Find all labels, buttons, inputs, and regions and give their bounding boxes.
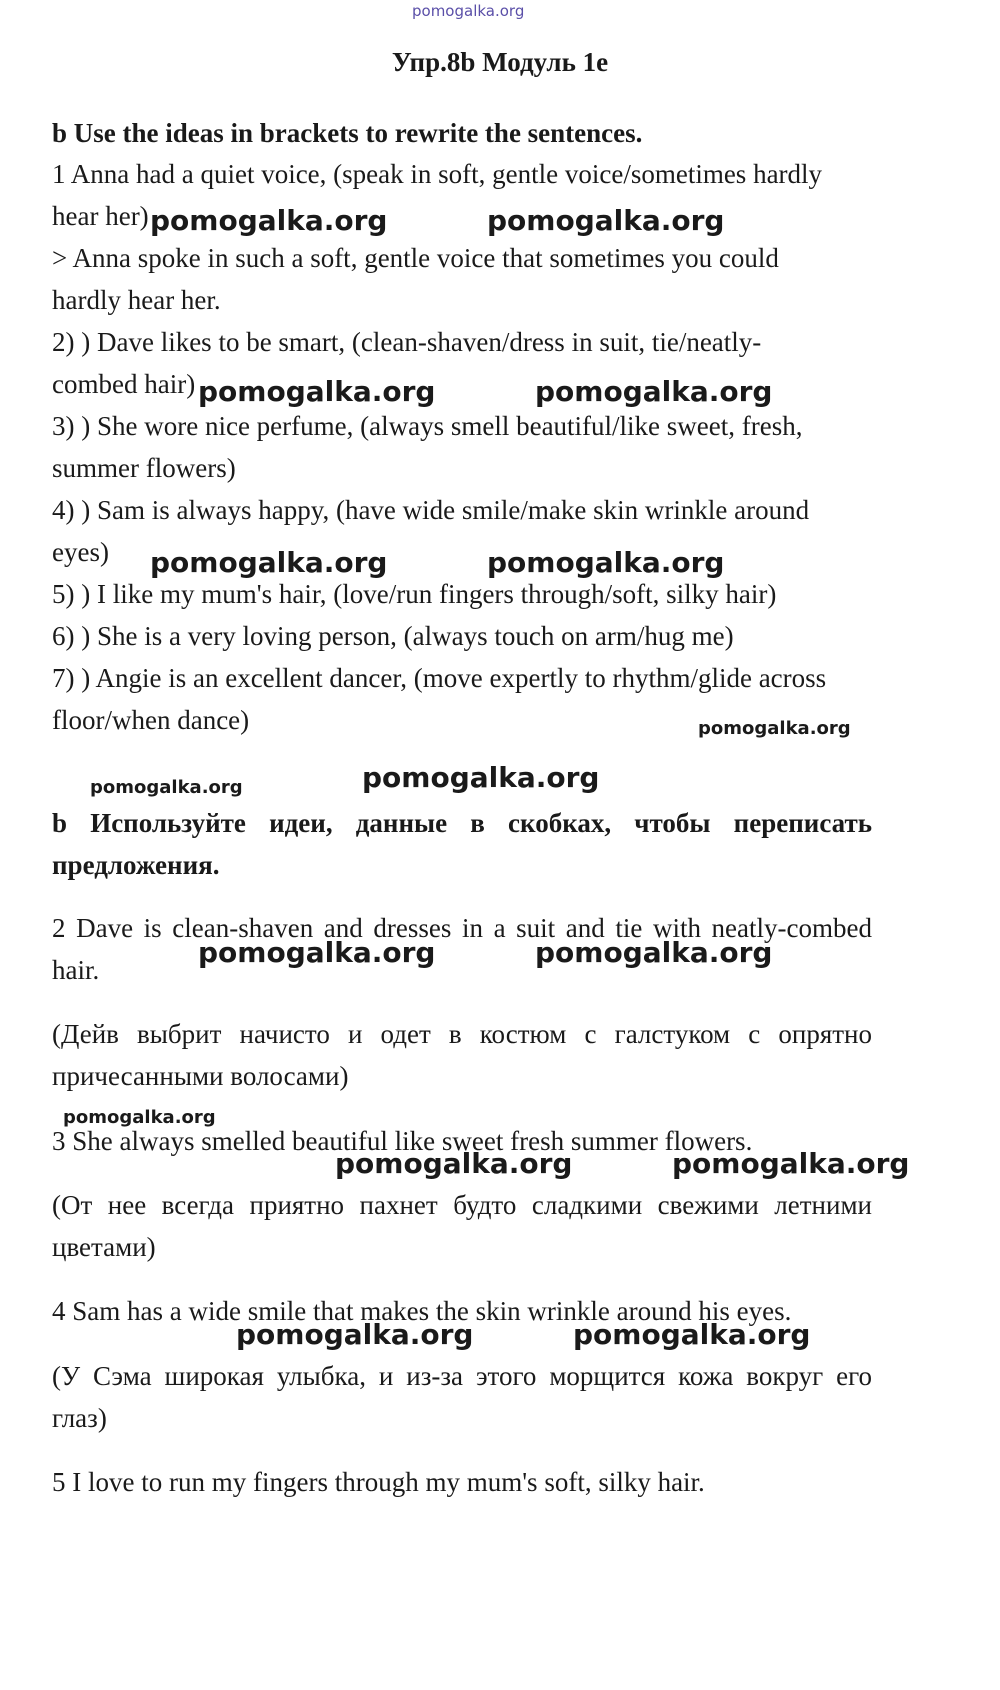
page-title: Упр.8b Модуль 1e (391, 47, 609, 77)
watermark: pomogalka.org (63, 1107, 216, 1128)
translation-line: глаз) (52, 1403, 107, 1433)
watermark: pomogalka.org (535, 375, 773, 408)
watermark: pomogalka.org (362, 761, 600, 794)
task-heading-ru-cont: предложения. (52, 850, 220, 880)
answer-line: 3 She always smelled beautiful like sweet fresh summer flowers. (52, 1126, 753, 1156)
watermark: pomogalka.org (90, 777, 243, 798)
exercise-line: hardly hear her. (52, 285, 221, 315)
watermark: pomogalka.org (672, 1147, 910, 1180)
exercise-line: 5) ) I like my mum's hair, (love/run fingers through/soft, silky hair) (52, 579, 777, 609)
exercise-line: floor/when dance) (52, 705, 250, 735)
answer-line: 5 I love to run my fingers through my mum's soft, silky hair. (52, 1467, 705, 1497)
task-heading-ru: b Используйте идеи, данные в скобках, чтобы переписать (52, 808, 872, 838)
translation-line: цветами) (52, 1232, 156, 1262)
exercise-line: 6) ) She is a very loving person, (always touch on arm/hug me) (52, 621, 734, 651)
watermark: pomogalka.org (535, 936, 773, 969)
exercise-line: 1 Anna had a quiet voice, (speak in soft, gentle voice/sometimes hardly (52, 159, 823, 189)
watermark: pomogalka.org (198, 936, 436, 969)
translation-line: (У Сэма широкая улыбка, и из-за этого морщится кожа вокруг его (52, 1361, 872, 1391)
watermark: pomogalka.org (487, 204, 725, 237)
exercise-line: 3) ) She wore nice perfume, (always smell beautiful/like sweet, fresh, (52, 411, 803, 441)
exercise-line: summer flowers) (52, 453, 236, 483)
exercise-line: eyes) (52, 537, 109, 567)
answer-line: 4 Sam has a wide smile that makes the skin wrinkle around his eyes. (52, 1296, 792, 1326)
watermark: pomogalka.org (150, 204, 388, 237)
exercise-line: 2) ) Dave likes to be smart, (clean-shaven/dress in suit, tie/neatly- (52, 327, 762, 357)
answer-line: hair. (52, 955, 100, 985)
watermark: pomogalka.org (198, 375, 436, 408)
translation-line: причесанными волосами) (52, 1061, 349, 1091)
watermark: pomogalka.org (698, 718, 851, 739)
site-header: pomogalka.org (412, 2, 525, 20)
exercise-line: hear her) (52, 201, 149, 231)
translation-line: (От нее всегда приятно пахнет будто сладкими свежими летними (52, 1190, 872, 1220)
watermark: pomogalka.org (487, 546, 725, 579)
exercise-line: 4) ) Sam is always happy, (have wide smile/make skin wrinkle around (52, 495, 810, 525)
watermark: pomogalka.org (573, 1318, 811, 1351)
answer-line: 2 Dave is clean-shaven and dresses in a suit and tie with neatly-combed (52, 913, 872, 943)
exercise-line: 7) ) Angie is an excellent dancer, (move expertly to rhythm/glide across (52, 663, 827, 693)
exercise-line: combed hair) (52, 369, 196, 399)
watermark: pomogalka.org (335, 1147, 573, 1180)
task-heading-en: b Use the ideas in brackets to rewrite the sentences. (52, 118, 643, 148)
watermark: pomogalka.org (150, 546, 388, 579)
translation-line: (Дейв выбрит начисто и одет в костюм с галстуком с опрятно (52, 1019, 872, 1049)
exercise-line: > Anna spoke in such a soft, gentle voice that sometimes you could (52, 243, 779, 273)
watermark: pomogalka.org (236, 1318, 474, 1351)
